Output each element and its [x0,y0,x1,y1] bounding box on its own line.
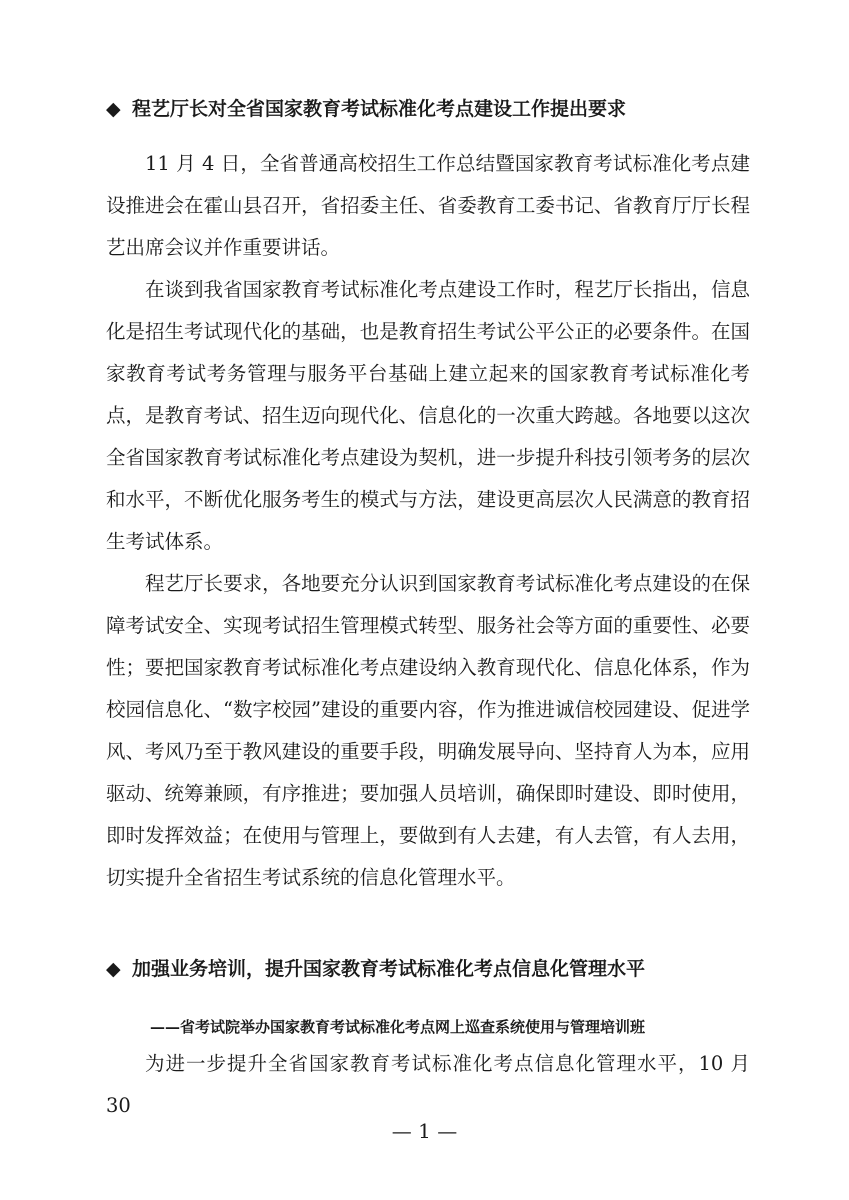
section-heading-2 [106,956,756,982]
page-number: — 1 — [391,1119,458,1143]
section-heading-1 [106,96,756,122]
section-subtitle: ——省考试院举办国家教育考试标准化考点网上巡查系统使用与管理培训班 [150,1018,646,1036]
diamond-bullet-icon: ◆ [106,958,121,980]
diamond-bullet-icon: ◆ [106,98,121,120]
section-title-2: 加强业务培训，提升国家教育考试标准化考点信息化管理水平 [132,958,646,980]
paragraph-1: 11 月 4 日，全省普通高校招生工作总结暨国家教育考试标准化考点建设推进会在霍山县召开，省招委主任、省委教育工委书记、省教育厅厅长程艺出席会议并作重要讲话。 [106,152,750,259]
paragraph-2: 在谈到我省国家教育考试标准化考点建设工作时，程艺厅长指出，信息化是招生考试现代化的基础，也是教育招生考试公平公正的必要条件。在国家教育考试考务管理与服务平台基础上建立起来的国家教育考试标准化考点，是教育考试、招生迈向现代化、信息化的一次重大跨越。各地要以这次全省国家教育考试标准化考点建设为契机，进一步提升科技引领考务的层次和水平，不断优化服务考生的模式与方法，建设更高层次人民满意的教育招生考试体系。 [106,278,750,553]
paragraph-3: 程艺厅长要求，各地要充分认识到国家教育考试标准化考点建设的在保障考试安全、实现考试招生管理模式转型、服务社会等方面的重要性、必要性；要把国家教育考试标准化考点建设纳入教育现代化、信息化体系，作为校园信息化、“数字校园”建设的重要内容，作为推进诚信校园建设、促进学风、考风乃至于教风建设的重要手段，明确发展导向、坚持育人为本，应用驱动、统筹兼顾，有序推进；要加强人员培训，确保即时建设、即时使用，即时发挥效益；在使用与管理上，要做到有人去建，有人去管，有人去用，切实提升全省招生考试系统的信息化管理水平。 [106,572,750,889]
paragraph-4: 为进一步提升全省国家教育考试标准化考点信息化管理水平，10 月 30 [106,1052,750,1117]
section-title-1: 程艺厅长对全省国家教育考试标准化考点建设工作提出要求 [132,98,627,120]
